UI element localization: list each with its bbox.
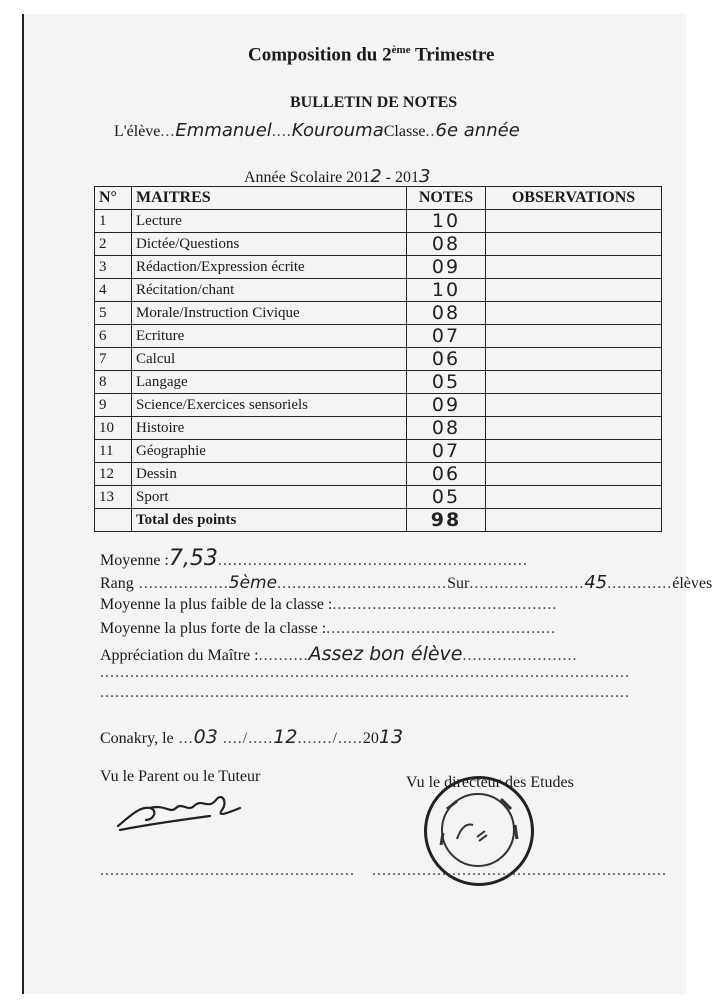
observation-cell (486, 440, 662, 463)
table-row: 1 Lecture 10 (95, 210, 662, 233)
director-signature-line: ........................................................... (372, 862, 667, 879)
observation-cell (486, 302, 662, 325)
table-row: 11 Géographie 07 (95, 440, 662, 463)
grade-value: 06 (407, 348, 486, 371)
observation-cell (486, 463, 662, 486)
rank-line: Rang ..................5ème..................................Sur.......................45.............élèves (100, 572, 712, 593)
total-value: 98 (407, 509, 486, 532)
grade-value: 07 (407, 325, 486, 348)
table-row: 10 Histoire 08 (95, 417, 662, 440)
average-value: 7,53 (168, 546, 218, 571)
observation-cell (486, 233, 662, 256)
date-year: 13 (378, 726, 404, 748)
grade-value: 05 (407, 371, 486, 394)
class-value: 6e année (435, 120, 520, 141)
grade-value: 08 (407, 233, 486, 256)
parent-signature-line: ................................................... (100, 862, 355, 879)
lowest-average-line: Moyenne la plus faible de la classe :............................................. (100, 596, 558, 613)
bulletin-title: BULLETIN DE NOTES (290, 94, 458, 111)
grade-value: 09 (407, 256, 486, 279)
student-first-name: Emmanuel (175, 120, 272, 141)
table-row: 3 Rédaction/Expression écrite 09 (95, 256, 662, 279)
table-row: 8 Langage 05 (95, 371, 662, 394)
header-observations: OBSERVATIONS (486, 187, 662, 210)
grade-value: 07 (407, 440, 486, 463)
class-size-value: 45 (584, 572, 608, 593)
observation-cell (486, 279, 662, 302)
table-row: 13 Sport 05 (95, 486, 662, 509)
observation-cell (486, 486, 662, 509)
table-row: 7 Calcul 06 (95, 348, 662, 371)
observation-cell (486, 256, 662, 279)
date-line: Conakry, le ...03 ..../.....12......./.....2013 (100, 726, 404, 748)
observation-cell (486, 210, 662, 233)
blank-dotted-line: .......................................................................................................... (100, 664, 630, 681)
appreciation-value: Assez bon élève (308, 643, 463, 665)
average-line: Moyenne :7,53.............................................................. (100, 546, 528, 571)
grade-value: 08 (407, 417, 486, 440)
director-signature-label: Vu le directeur des Etudes (406, 774, 574, 791)
observation-cell (486, 394, 662, 417)
student-last-name: Kourouma (291, 120, 384, 141)
grade-value: 10 (407, 210, 486, 233)
parent-signature (110, 786, 270, 836)
grade-value: 10 (407, 279, 486, 302)
grade-value: 06 (407, 463, 486, 486)
observation-cell (486, 325, 662, 348)
parent-signature-label: Vu le Parent ou le Tuteur (100, 768, 261, 785)
table-row: 5 Morale/Instruction Civique 08 (95, 302, 662, 325)
grade-value: 05 (407, 486, 486, 509)
header-number: N° (95, 187, 132, 210)
total-row (95, 509, 662, 532)
table-row: 9 Science/Exercices sensoriels 09 (95, 394, 662, 417)
table-row: 2 Dictée/Questions 08 (95, 233, 662, 256)
total-label: Total des points (132, 509, 407, 532)
table-row: 6 Ecriture 07 (95, 325, 662, 348)
student-line: L'élève...Emmanuel....KouroumaClasse..6e année (114, 120, 520, 141)
grades-table (94, 186, 662, 532)
blank-dotted-line: .......................................................................................................... (100, 684, 630, 701)
header-subject: MAITRES (132, 187, 407, 210)
appreciation-line: Appréciation du Maître :..........Assez bon élève....................... (100, 643, 578, 665)
header-notes: NOTES (407, 187, 486, 210)
highest-average-line: Moyenne la plus forte de la classe :.............................................. (100, 620, 557, 637)
rank-value: 5ème (228, 573, 278, 593)
composition-title: Composition du 2ème Trimestre (248, 44, 495, 66)
observation-cell (486, 348, 662, 371)
table-row: 4 Récitation/chant 10 (95, 279, 662, 302)
table-header-row (95, 187, 662, 210)
date-day: 03 (193, 726, 218, 748)
table-row: 12 Dessin 06 (95, 463, 662, 486)
observation-cell (486, 417, 662, 440)
grade-value: 08 (407, 302, 486, 325)
school-year-line: Année Scolaire 2012 - 2013 (244, 166, 431, 187)
date-month: 12 (273, 726, 298, 748)
grade-value: 09 (407, 394, 486, 417)
observation-cell (486, 371, 662, 394)
